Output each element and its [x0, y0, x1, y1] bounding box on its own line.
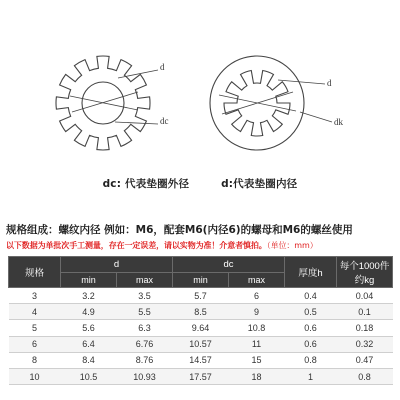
cell-thickness: 0.8 — [285, 352, 337, 368]
cell-thickness: 0.4 — [285, 288, 337, 304]
header-d-max: max — [117, 273, 173, 288]
cell-d-max: 5.5 — [117, 304, 173, 320]
cell-weight: 0.1 — [337, 304, 393, 320]
header-thickness: 厚度h — [285, 257, 337, 288]
cell-thickness: 0.6 — [285, 320, 337, 336]
cell-weight: 0.8 — [337, 368, 393, 384]
cell-dc-max: 11 — [229, 336, 285, 352]
external-tooth-washer-drawing — [56, 56, 158, 150]
cell-weight: 0.04 — [337, 288, 393, 304]
table-row — [9, 304, 393, 320]
cell-d-min: 4.9 — [61, 304, 117, 320]
cell-dc-max: 18 — [229, 368, 285, 384]
cell-d-max: 6.3 — [117, 320, 173, 336]
cell-d-max: 3.5 — [117, 288, 173, 304]
cell-spec: 8 — [9, 352, 61, 368]
cell-dc-min: 9.64 — [173, 320, 229, 336]
table-row — [9, 352, 393, 368]
header-dc-max: max — [229, 273, 285, 288]
cell-dc-min: 5.7 — [173, 288, 229, 304]
cell-dc-max: 15 — [229, 352, 285, 368]
header-spec: 规格 — [9, 257, 61, 288]
cell-d-min: 5.6 — [61, 320, 117, 336]
table-row — [9, 336, 393, 352]
internal-tooth-washer-drawing — [210, 56, 332, 150]
label-dc: dc — [160, 116, 169, 126]
cell-spec: 10 — [9, 368, 61, 384]
washer-drawings — [0, 0, 400, 175]
header-d-min: min — [61, 273, 117, 288]
header-weight: 每个1000件约kg — [337, 257, 393, 288]
note-main: 以下数据为单批次手工测量，存在一定误差，请以实物为准！介意者慎拍。 — [6, 241, 267, 250]
dimension-legend — [0, 176, 400, 191]
cell-d-min: 3.2 — [61, 288, 117, 304]
cell-dc-max: 10.8 — [229, 320, 285, 336]
dimension-line-d — [70, 96, 138, 110]
measurement-note — [6, 240, 398, 251]
cell-weight: 0.18 — [337, 320, 393, 336]
cell-d-max: 10.93 — [117, 368, 173, 384]
spec-table — [8, 256, 393, 385]
cell-d-min: 8.4 — [61, 352, 117, 368]
cell-d-min: 10.5 — [61, 368, 117, 384]
label-d-left: d — [160, 62, 165, 72]
cell-dc-max: 6 — [229, 288, 285, 304]
table-row — [9, 368, 393, 384]
cell-dc-min: 17.57 — [173, 368, 229, 384]
spec-description: 规格组成：螺纹内径 例如：M6，配套M6(内径6)的螺母和M6的螺丝使用 — [6, 224, 353, 236]
cell-dc-min: 10.57 — [173, 336, 229, 352]
cell-spec: 4 — [9, 304, 61, 320]
leader-d-right — [278, 80, 325, 84]
cell-thickness: 0.5 — [285, 304, 337, 320]
cell-d-max: 8.76 — [117, 352, 173, 368]
header-dc: dc — [173, 257, 285, 273]
cell-thickness: 1 — [285, 368, 337, 384]
cell-spec: 6 — [9, 336, 61, 352]
leader-dk — [300, 112, 332, 122]
cell-spec: 5 — [9, 320, 61, 336]
cell-dc-min: 8.5 — [173, 304, 229, 320]
cell-weight: 0.47 — [337, 352, 393, 368]
cell-thickness: 0.6 — [285, 336, 337, 352]
cell-d-max: 6.76 — [117, 336, 173, 352]
label-d-right: d — [327, 78, 332, 88]
note-unit: （单位：mm） — [266, 241, 318, 250]
cell-weight: 0.32 — [337, 336, 393, 352]
label-dk: dk — [334, 117, 343, 127]
table-row — [9, 288, 393, 304]
cell-d-min: 6.4 — [61, 336, 117, 352]
legend-dc: dc: 代表垫圈外径 — [102, 178, 190, 190]
leader-dc — [115, 122, 158, 124]
legend-d: d:代表垫圈内径 — [221, 178, 298, 190]
table-row — [9, 320, 393, 336]
header-d: d — [61, 257, 173, 273]
cell-dc-min: 14.57 — [173, 352, 229, 368]
cell-spec: 3 — [9, 288, 61, 304]
cell-dc-max: 9 — [229, 304, 285, 320]
header-dc-min: min — [173, 273, 229, 288]
